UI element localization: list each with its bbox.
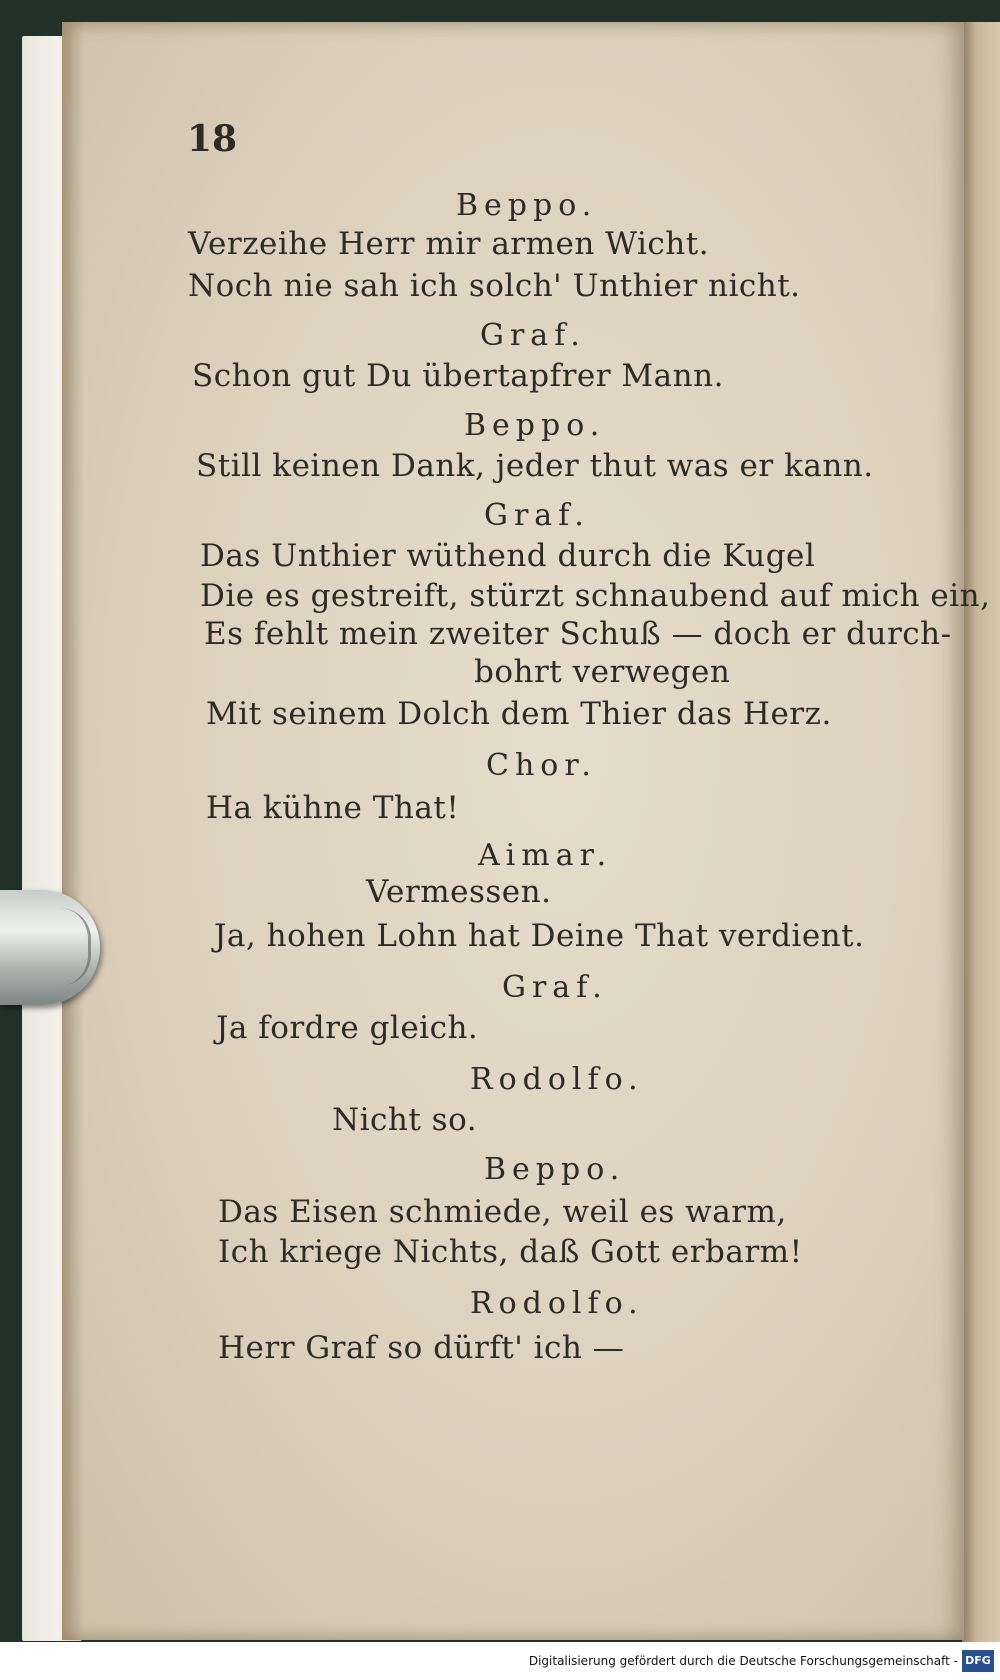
verse-line: bohrt verwegen	[474, 654, 731, 690]
verse-line: Ha kühne That!	[206, 790, 460, 826]
verse-line: Schon gut Du übertapfrer Mann.	[192, 358, 724, 394]
verse-line: Das Unthier wüthend durch die Kugel	[200, 538, 816, 574]
verse-line: Ja, hohen Lohn hat Deine That verdient.	[214, 918, 865, 954]
verse-line: Vermessen.	[366, 874, 552, 910]
speaker-label: Graf.	[502, 970, 608, 1005]
footer-credit: Digitalisierung gefördert durch die Deutsche Forschungsgemeinschaft -	[528, 1654, 958, 1668]
verse-line: Es fehlt mein zweiter Schuß — doch er durch-	[204, 616, 952, 652]
speaker-label: Beppo.	[464, 408, 606, 443]
speaker-label: Graf.	[480, 318, 586, 353]
speaker-label: Beppo.	[456, 188, 598, 223]
verse-line: Das Eisen schmiede, weil es warm,	[218, 1194, 787, 1230]
book-page	[62, 22, 964, 1640]
verse-line: Noch nie sah ich solch' Unthier nicht.	[188, 268, 801, 304]
verse-line: Die es gestreift, stürzt schnaubend auf mich ein,	[200, 578, 991, 614]
speaker-label: Rodolfo.	[470, 1062, 644, 1097]
dfg-logo: DFG	[962, 1650, 994, 1672]
verse-line: Verzeihe Herr mir armen Wicht.	[188, 226, 710, 262]
right-page-edge	[962, 22, 1000, 1642]
speaker-label: Rodolfo.	[470, 1286, 644, 1321]
verse-line: Still keinen Dank, jeder thut was er kann.	[196, 448, 874, 484]
verse-line: Ich kriege Nichts, daß Gott erbarm!	[218, 1234, 803, 1270]
speaker-label: Graf.	[484, 498, 590, 533]
speaker-label: Chor.	[486, 748, 597, 783]
footer-bar	[0, 1642, 1000, 1680]
gutter-shadow	[62, 22, 84, 1640]
speaker-label: Aimar.	[478, 838, 613, 873]
speaker-label: Beppo.	[484, 1152, 626, 1187]
verse-line: Herr Graf so dürft' ich —	[218, 1330, 625, 1366]
verse-line: Mit seinem Dolch dem Thier das Herz.	[206, 696, 832, 732]
verse-line: Ja fordre gleich.	[216, 1010, 479, 1046]
verse-line: Nicht so.	[332, 1102, 478, 1138]
page-number: 18	[187, 118, 238, 160]
